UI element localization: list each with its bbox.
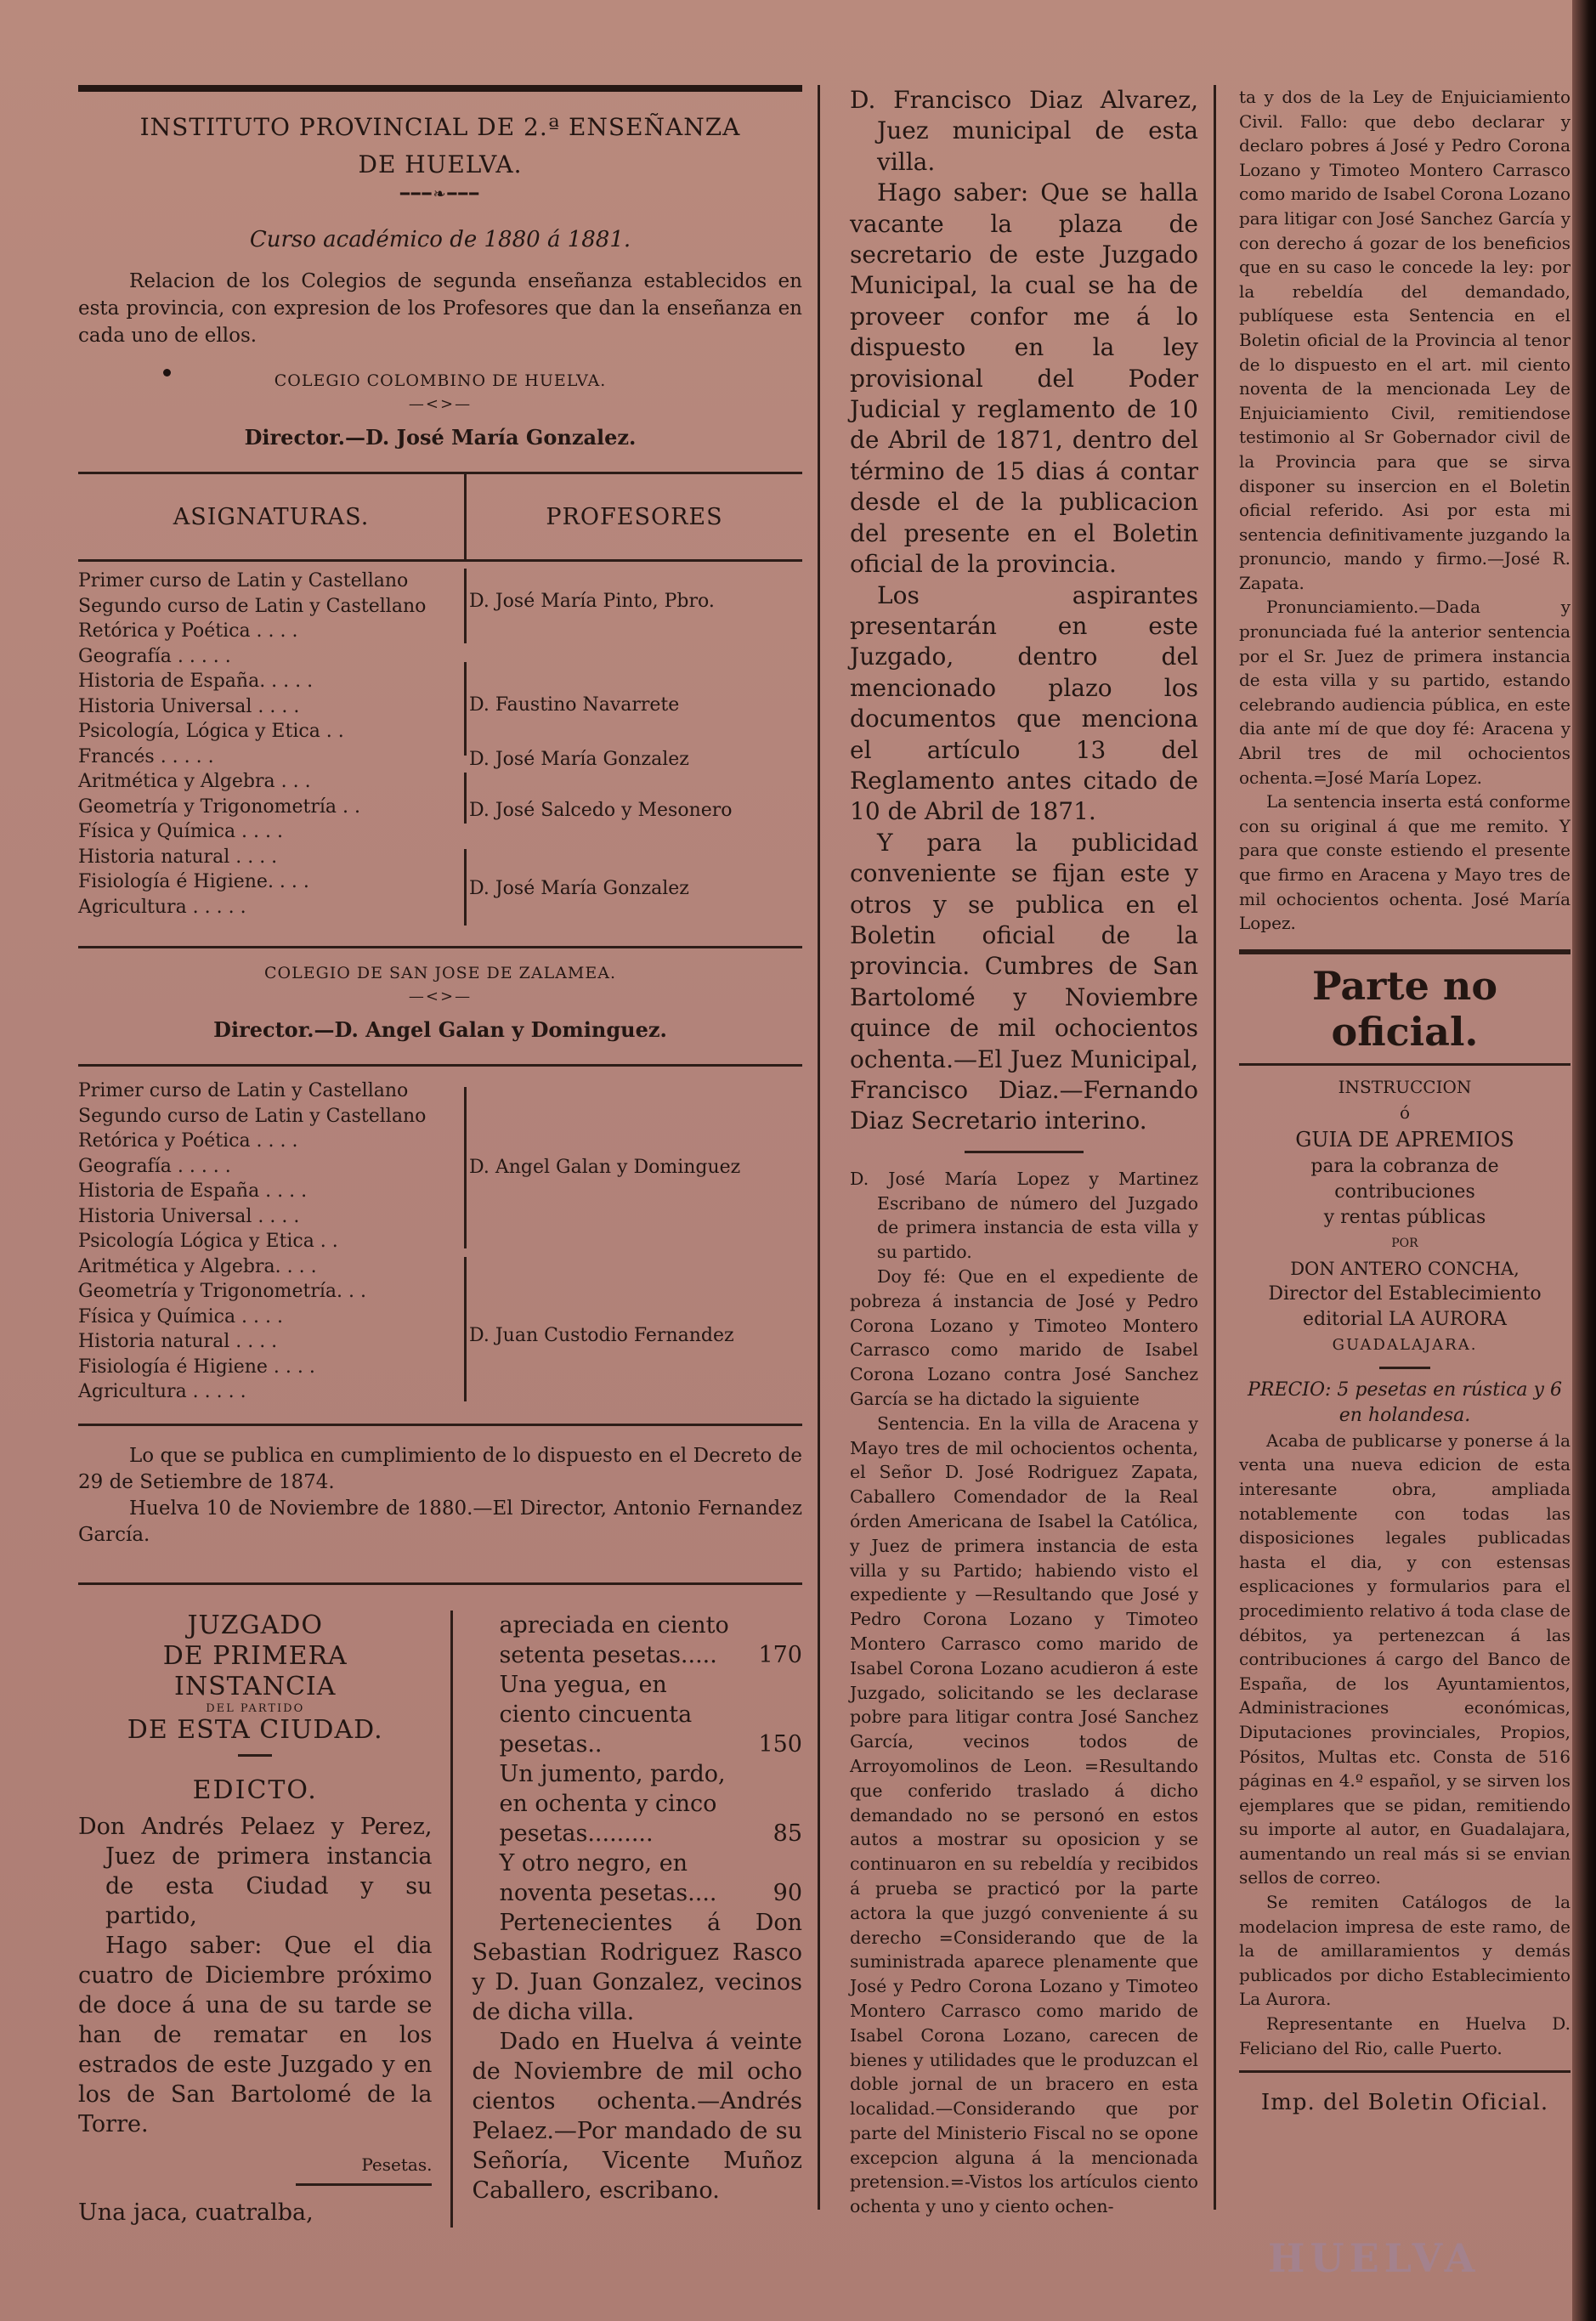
item-label: apreciada en ciento setenta pesetas..... — [499, 1612, 729, 1668]
subject-item: Psicología, Lógica y Etica . . — [78, 721, 344, 742]
court-heading-4: DE ESTA CIUDAD. — [127, 1715, 383, 1745]
subject-item: Geometría y Trigonometría . . — [78, 795, 360, 818]
notary-heading: D. José María Lopez y Martinez Escribano de número del Juzgado de primera instancia de esta villa y su partido. — [850, 1168, 1198, 1263]
subject-item: Historia natural . . . . — [78, 1331, 278, 1352]
divider — [78, 1064, 802, 1067]
instruction-title: INSTRUCCION — [1338, 1076, 1472, 1097]
column-rule — [1214, 85, 1216, 2210]
pesetas-label: Pesetas. — [361, 2154, 433, 2175]
edict-signature: Dado en Huelva á veinte de Noviembre de mil ocho cientos ochenta.—Andrés Pelaez.—Por mandado de su Señoría, Vicente Muñoz Caballero, escribano. — [472, 2029, 802, 2204]
municipal-judge: D. Francisco Diaz Alvarez, Juez municipal de esta villa. — [850, 86, 1198, 176]
edict-judge: Don Andrés Pelaez y Perez, Juez de primera instancia de esta Ciudad y su partido, — [78, 1814, 433, 1929]
dash — [1379, 1367, 1430, 1369]
divider — [78, 946, 802, 948]
director-1: Director.—D. José María Gonzalez. — [244, 425, 637, 450]
item-value: 170 — [758, 1642, 802, 1668]
teacher-item: D. José María Pinto, Pbro. — [469, 591, 715, 612]
subject-item: Historia de España. . . . . — [78, 671, 314, 692]
brace — [464, 1087, 467, 1248]
edict-item-jaca: Una jaca, cuatralba, — [78, 2199, 314, 2226]
vacancy-notice: Hago saber: Que se halla vacante la plaza de secretario de este Juzgado Municipal, la cual se ha de proveer confor me á lo dispuesto en la ley provisional del Poder Judicial y reglamento de 10 de Abril de 1871, dentro del término de 15 dias á contar desde el de la publicacion del presente en el Boletin oficial de la provincia. — [850, 178, 1198, 579]
subject-item: Fisiología é Higiene . . . . — [78, 1356, 315, 1378]
edict-title: EDICTO. — [192, 1775, 318, 1805]
item-value: 90 — [773, 1880, 802, 1906]
subject-list — [78, 1078, 464, 1415]
divider — [78, 1582, 802, 1585]
price: PRECIO: 5 pesetas en rústica y 6 en holandesa. — [1248, 1378, 1562, 1426]
section-rule — [1239, 1063, 1571, 1066]
subject-item: Historia de España . . . . — [78, 1180, 308, 1202]
author-role: Director del Establecimiento editorial LA AURORA — [1268, 1282, 1542, 1330]
teacher-list — [464, 1078, 802, 1415]
subject-item: Agricultura . . . . . — [78, 1381, 246, 1402]
author-city: GUADALAJARA. — [1332, 1335, 1478, 1354]
dash — [238, 1754, 272, 1757]
subject-item: Fisiología é Higiene. . . . — [78, 871, 309, 892]
brace — [464, 569, 467, 643]
court-heading-3: DEL PARTIDO — [206, 1702, 305, 1715]
closing-paragraph: Lo que se publica en cumplimiento de lo dispuesto en el Decreto de 29 de Setiembre de 1874. — [78, 1445, 802, 1493]
column-right — [1239, 85, 1571, 2115]
subject-list — [78, 569, 464, 937]
item-label: Un jumento, pardo, en ochenta y cinco pesetas......... — [499, 1761, 726, 1847]
teacher-item: D. Faustino Navarrete — [469, 694, 680, 716]
instruction-purpose: para la cobranza de contribuciones — [1310, 1155, 1499, 1203]
sentence-text: Sentencia. En la villa de Aracena y Mayo tres de mil ochocientos ochenta, el Señor D. José Rodriguez Zapata, Caballero Comendador de la Real órden Americana de Isabel la Católica, y Juez de primera instancia de esta villa y su Partido; habiendo visto el expediente y —Resultando que José y Pedro Corona Lozano y Timoteo Montero Carrasco como marido de Isabel Corona Lozano acudieron á este Juzgado, solicitando se les declarase pobre para litigar contra José Sanchez García, vecinos todos de Arroyomolinos de Leon. =Resultando que conferido traslado á dicho demandado no se personó en estos autos a mostrar su oposicion y se continuaron en su rebeldía y recibidos á prueba se practicó por la parte actora la que juzgó conveniente á su derecho =Considerando que de la suministrada aparece plenamente que José y Pedro Corona Lozano y Timoteo Montero Carrasco como marido de Isabel Corona Lozano, carecen de bienes y utilidades que le produzcan el doble jornal de un bracero en esta localidad.—Considerando que por parte del Ministerio Fiscal no se opone excepcion alguna á la mencionada pretension.=-Vistos los artículos ciento ochenta y uno y ciento ochen- — [850, 1412, 1198, 2217]
auction-item — [472, 1759, 802, 1848]
auction-item — [472, 1670, 802, 1759]
header-teachers: PROFESORES — [546, 503, 723, 530]
catalogs-note: Se remiten Catálogos de la modelacion impresa de este ramo, de la de amillaramientos y demás publicados por dicho Establecimiento La Aurora. — [1239, 1892, 1571, 2010]
subject-item: Agricultura . . . . . — [78, 896, 246, 918]
teacher-item: D. José María Gonzalez — [469, 878, 689, 899]
court-heading: JUZGADO — [187, 1611, 323, 1640]
subject-item: Retórica y Poética . . . . — [78, 1130, 298, 1152]
table-header — [78, 472, 802, 562]
conformity: La sentencia inserta está conforme con su original á que me remito. Y para que conste estiendo el presente que firmo en Aracena y Mayo tres de mil ochocientos ochenta. José María Lopez. — [1239, 791, 1571, 934]
teacher-item: D. Angel Galan y Dominguez — [469, 1157, 741, 1178]
subject-item: Física y Química . . . . — [78, 1305, 284, 1327]
college-name-2: COLEGIO DE SAN JOSE DE ZALAMEA. — [263, 964, 617, 982]
section-rule — [1239, 949, 1571, 954]
dash — [296, 2183, 432, 2186]
subject-item: Historia Universal . . . . — [78, 695, 300, 717]
representative: Representante en Huelva D. Feliciano del Rio, calle Puerto. — [1239, 2013, 1571, 2058]
instruction-guide: GUIA DE APREMIOS — [1295, 1127, 1514, 1152]
column-left — [78, 85, 802, 2228]
edict-part-1 — [78, 1611, 450, 2228]
subjects-table-1 — [78, 472, 802, 937]
subject-item: Geografía . . . . . — [78, 1155, 231, 1177]
watermark: HUELVA — [1268, 2235, 1480, 2281]
brace — [464, 1257, 467, 1401]
edict-owners: Pertenecientes á Don Sebastian Rodriguez Rasco y D. Juan Gonzalez, vecinos de dicha villa. — [472, 1910, 802, 2025]
section-rule — [1239, 2070, 1571, 2073]
header-subjects: ASIGNATURAS. — [78, 474, 467, 559]
subject-item: Retórica y Poética . . . . — [78, 620, 298, 642]
ornament-divider: ━━━❧━━━ — [399, 185, 481, 203]
institute-title-line1: INSTITUTO PROVINCIAL DE 2.ª ENSEÑANZA — [139, 113, 741, 141]
subject-item: Primer curso de Latin y Castellano — [78, 1080, 409, 1101]
subject-item: Aritmética y Algebra. . . . — [78, 1255, 317, 1277]
item-value: 85 — [773, 1820, 802, 1847]
brace — [464, 662, 467, 756]
dash — [965, 1151, 1084, 1153]
instruction-o: ó — [1399, 1101, 1411, 1123]
brace — [464, 773, 467, 824]
teacher-item: D. José Salcedo y Mesonero — [469, 800, 733, 821]
top-rule — [78, 85, 802, 92]
ornament-small: —<>— — [408, 395, 473, 413]
intro-paragraph: Relacion de los Colegios de segunda enseñanza establecidos en esta provincia, con expresion de los Profesores que dan la enseñanza en cada uno de ellos. — [78, 270, 802, 347]
column-middle — [850, 85, 1198, 2219]
section-title: Parte no oficial. — [1311, 962, 1498, 1055]
court-heading-2: DE PRIMERA INSTANCIA — [162, 1641, 348, 1701]
item-value: 150 — [758, 1731, 802, 1758]
subjects-table-2 — [78, 1075, 802, 1415]
juzgado-edict — [78, 1611, 802, 2228]
auction-item — [472, 1611, 802, 1670]
subject-item: Historia Universal . . . . — [78, 1205, 300, 1227]
subject-item: Física y Química . . . . — [78, 821, 284, 842]
subject-item: Primer curso de Latin y Castellano — [78, 570, 409, 592]
instruction-purpose-2: y rentas públicas — [1323, 1206, 1486, 1228]
subject-item: Historia natural . . . . — [78, 846, 278, 868]
academic-year: Curso académico de 1880 á 1881. — [249, 227, 631, 252]
subject-item: Francés . . . . . — [78, 745, 214, 767]
subject-item: Geometría y Trigonometría. . . — [78, 1281, 366, 1302]
director-2: Director.—D. Angel Galan y Dominguez. — [213, 1017, 667, 1042]
item-label: Una yegua, en ciento cincuenta pesetas.. — [499, 1672, 693, 1758]
institute-title-line2: DE HUELVA. — [358, 150, 523, 178]
auction-item — [472, 1848, 802, 1908]
teacher-item: D. José María Gonzalez — [469, 749, 689, 770]
certification: Doy fé: Que en el expediente de pobreza á instancia de José y Pedro Corona Lozano y Timoteo Montero Carrasco como marido de Isabel Corona Lozano contra José Sanchez García se ha dictado la siguiente — [850, 1266, 1198, 1409]
item-label: Y otro negro, en noventa pesetas.... — [499, 1850, 717, 1906]
teacher-list — [464, 569, 802, 937]
divider — [78, 1424, 802, 1426]
subject-item: Segundo curso de Latin y Castellano — [78, 1105, 427, 1127]
subject-item: Aritmética y Algebra . . . — [78, 771, 311, 792]
college-name-1: COLEGIO COLOMBINO DE HUELVA. — [274, 371, 607, 390]
teacher-item: D. Juan Custodio Fernandez — [469, 1325, 734, 1346]
edict-part-2 — [450, 1611, 802, 2228]
pronouncement: Pronunciamiento.—Dada y pronunciada fué la anterior sentencia por el Sr. Juez de primera instancia de esta villa y su partido, estando celebrando audiencia pública, en este dia ante mí de que doy fé: Aracena y Abril tres de mil ochocientos ochenta.=José María Lopez. — [1239, 597, 1571, 788]
page-edge — [1572, 0, 1596, 2321]
publicity-notice: Y para la publicidad conveniente se fijan este y otros y se publica en el Boletin oficial de la provincia. Cumbres de San Bartolomé y Noviembre quince de mil ochocientos ochenta.—El Juez Municipal, Francisco Diaz.—Fernando Diaz Secretario interino. — [850, 828, 1198, 1135]
instruction-por: POR — [1391, 1236, 1418, 1250]
edict-notice: Hago saber: Que el dia cuatro de Diciembre próximo de doce á una de su tarde se han de rematar en los estrados de este Juzgado y en los de San Bartolomé de la Torre. — [78, 1933, 433, 2137]
ornament-small: —<>— — [408, 988, 473, 1005]
subject-item: Geografía . . . . . — [78, 645, 231, 667]
column-rule — [818, 85, 820, 2210]
subject-item: Segundo curso de Latin y Castellano — [78, 595, 427, 617]
imprint: Imp. del Boletin Oficial. — [1260, 2090, 1549, 2116]
brace — [464, 849, 467, 926]
applicants-notice: Los aspirantes presentarán en este Juzgado, dentro del mencionado plazo los documentos que menciona el artículo 13 del Reglamento antes citado de 10 de Abril de 1871. — [850, 580, 1198, 826]
author-name: DON ANTERO CONCHA, — [1290, 1258, 1520, 1279]
sentence-continuation: ta y dos de la Ley de Enjuiciamiento Civil. Fallo: que debo declarar y declaro pobres á José y Pedro Corona Lozano y Timoteo Montero Carrasco como marido de Isabel Corona Lozano para litigar con José Sanchez García y con derecho á gozar de los beneficios que en su caso le concede la ley: por la rebeldía del demandado, publíquese esta Sentencia en el Boletin oficial de la Provincia al tenor de lo dispuesto en el art. mil ciento noventa de la mencionada Ley de Enjuiciamiento Civil, remitiendose testimonio al Sr Gobernador civil de la Provincia para que se sirva disponer su insercion en el Boletin oficial referido. Asi por esta mi sentencia definitivamente juzgando la pronuncio, mando y firmo.—José R. Zapata. — [1239, 87, 1571, 593]
closing-signature: Huelva 10 de Noviembre de 1880.—El Director, Antonio Fernandez García. — [78, 1497, 802, 1546]
subject-item: Psicología Lógica y Etica . . — [78, 1231, 338, 1252]
book-description: Acaba de publicarse y ponerse á la venta una nueva edicion de esta interesante obra, ampliada notablemente con todas las disposiciones legales publicadas hasta el dia, y con estensas esplicaciones y formularios para el procedimiento relativo á toda clase de débitos, ya pertenezcan á las contribuciones á cargo del Banco de España, de los Ayuntamientos, Administraciones económicas, Diputaciones provinciales, Propios, Pósitos, Multas etc. Consta de 516 páginas en 4.º español, y se sirven los ejemplares que se pidan, remitiendo su importe al autor, en Guadalajara, aumentando un real más si se envian sellos de correo. — [1239, 1429, 1571, 1888]
